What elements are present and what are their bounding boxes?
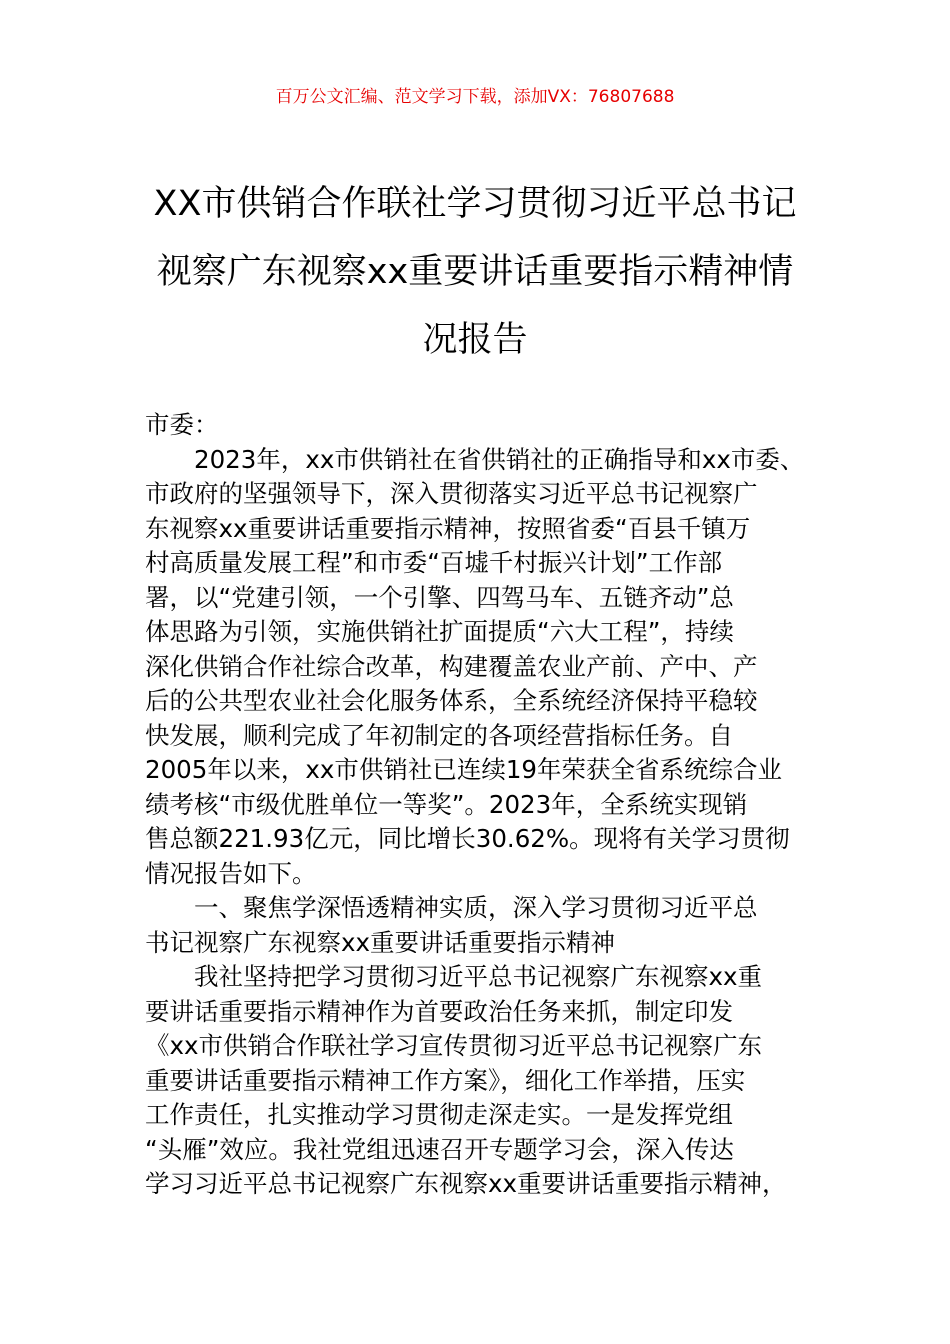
title-line: 视察广东视察xx重要讲话重要指示精神情 — [156, 252, 794, 292]
paragraph-2 — [145, 960, 805, 1202]
text-line: 村高质量发展工程”和市委“百墟千村振兴计划”工作部 — [145, 548, 723, 577]
text-line: 2005年以来，xx市供销社已连续19年荣获全省系统综合业 — [145, 755, 783, 784]
text-line: 后的公共型农业社会化服务体系，全系统经济保持平稳较 — [145, 686, 758, 715]
document-body — [145, 408, 805, 1202]
salutation — [145, 408, 805, 443]
text-line: 情况报告如下。 — [145, 858, 317, 888]
text-line: 2023年，xx市供销社在省供销社的正确指导和xx市委、 — [194, 444, 805, 474]
text-line: 工作责任，扎实推动学习贯彻走深走实。一是发挥党组 — [145, 1100, 733, 1129]
text-line: 绩考核“市级优胜单位一等奖”。2023年，全系统实现销 — [145, 789, 748, 819]
text-line: “头雁”效应。我社党组迅速召开专题学习会，深入传达 — [145, 1134, 734, 1164]
watermark-text: 百万公文汇编、范文学习下载，添加VX：76807688 — [275, 87, 675, 107]
text-line: 我社坚持把学习贯彻习近平总书记视察广东视察xx重 — [194, 962, 762, 991]
section-heading-1 — [145, 891, 805, 960]
heading-line: 一、聚焦学深悟透精神实质，深入学习贯彻习近平总 — [194, 893, 758, 922]
text-line: 重要讲话重要指示精神工作方案》，细化工作举措，压实 — [145, 1065, 746, 1095]
heading-line: 书记视察广东视察xx重要讲话重要指示精神 — [145, 927, 615, 957]
text-line: 《xx市供销合作联社学习宣传贯彻习近平总书记视察广东 — [145, 1031, 762, 1060]
text-line: 市政府的坚强领导下，深入贯彻落实习近平总书记视察广 — [145, 479, 758, 508]
text-line: 售总额221.93亿元，同比增长30.62%。现将有关学习贯彻 — [145, 824, 790, 853]
text-line: 快发展，顺利完成了年初制定的各项经营指标任务。自 — [145, 720, 733, 750]
paragraph-1 — [145, 443, 805, 892]
text-line: 署，以“党建引领，一个引擎、四驾马车、五链齐动”总 — [145, 582, 734, 612]
text-line: 要讲话重要指示精神作为首要政治任务来抓，制定印发 — [145, 996, 733, 1026]
text-line: 体思路为引领，实施供销社扩面提质“六大工程”，持续 — [145, 617, 734, 646]
text-line: 学习习近平总书记视察广东视察xx重要讲话重要指示精神， — [145, 1169, 787, 1198]
document-title — [130, 170, 820, 374]
title-line: XX市供销合作联社学习贯彻习近平总书记 — [153, 184, 797, 224]
salutation-text: 市委： — [145, 410, 219, 439]
title-line: 况报告 — [422, 320, 528, 360]
text-line: 东视察xx重要讲话重要指示精神，按照省委“百县千镇万 — [145, 513, 751, 543]
text-line: 深化供销合作社综合改革，构建覆盖农业产前、产中、产 — [145, 651, 758, 681]
